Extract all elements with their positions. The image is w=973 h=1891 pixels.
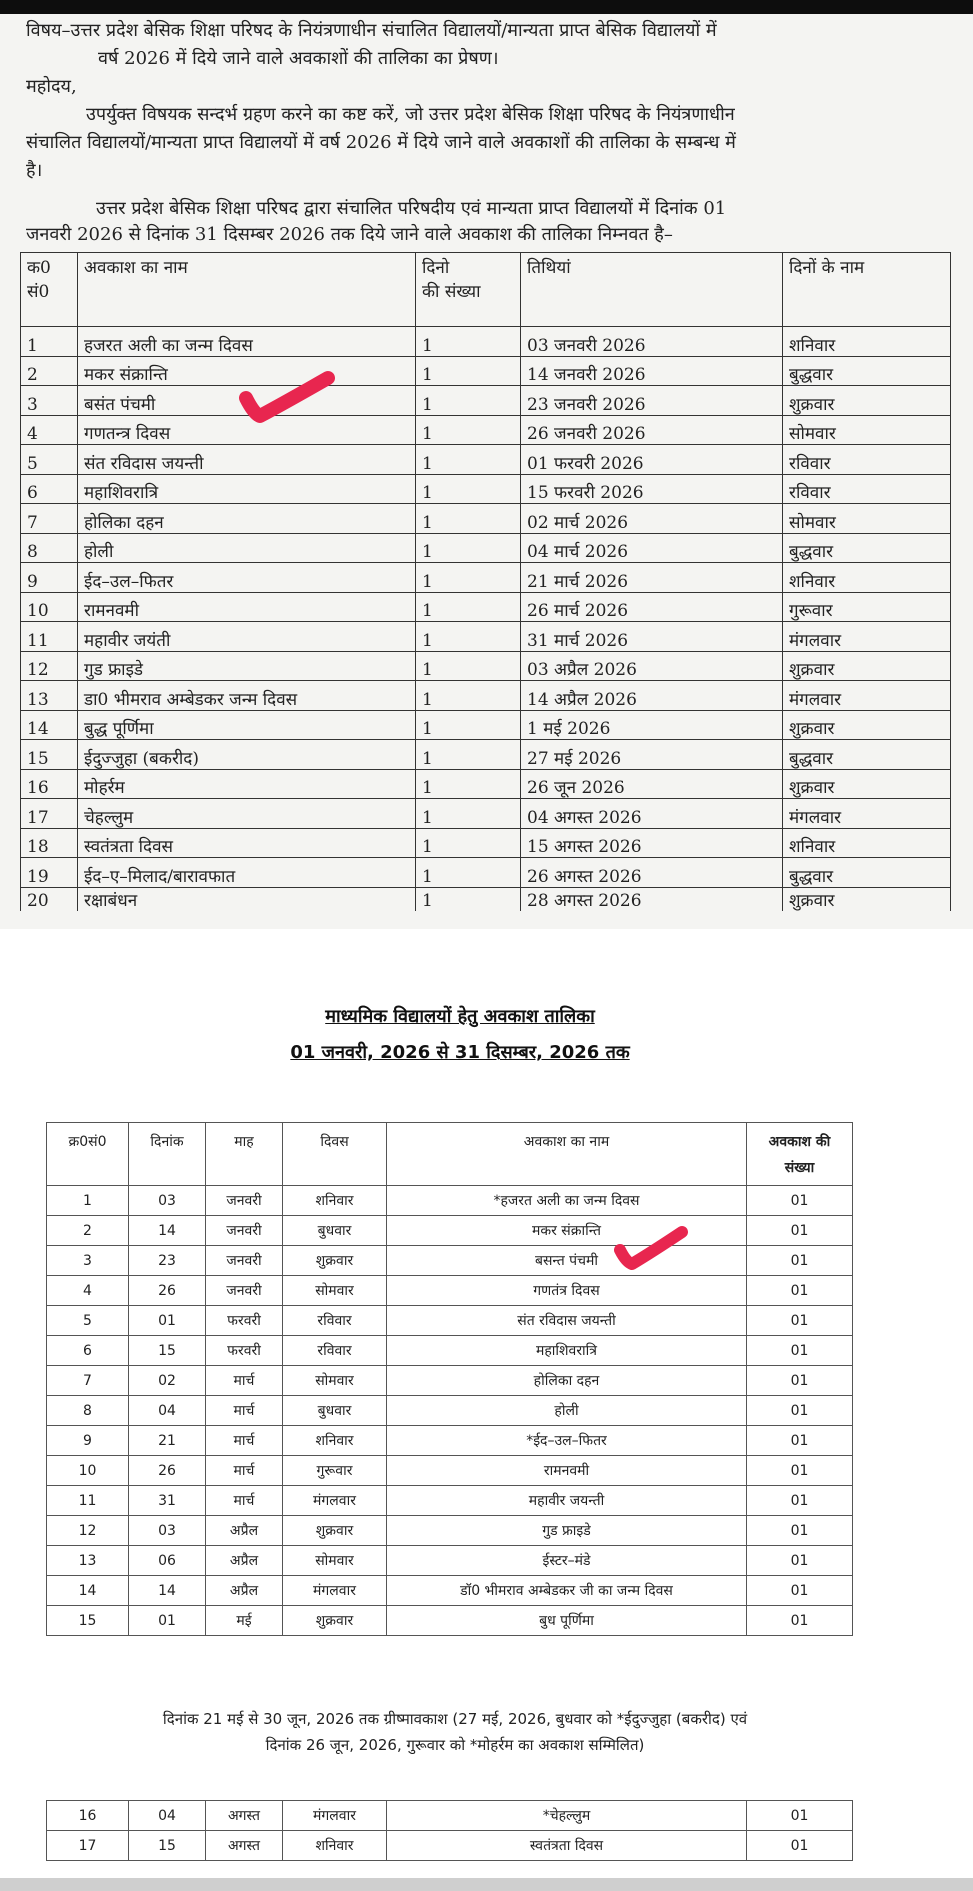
row-holiday-name: बुद्ध पूर्णिमा (78, 710, 416, 740)
row-month: जनवरी (206, 1246, 283, 1276)
row-day-name: मंगलवार (783, 799, 951, 829)
row-sno: 4 (21, 415, 78, 445)
letter-subject-line-1: विषय–उत्तर प्रदेश बेसिक शिक्षा परिषद के नियंत्रणाधीन संचालित विद्यालयों/मान्यता प्राप्त बेसिक विद्यालयों में (26, 20, 717, 41)
row-sno: 14 (21, 710, 78, 740)
top-dark-strip (0, 0, 973, 14)
row-sno: 4 (47, 1276, 129, 1306)
row-days-count: 1 (416, 828, 521, 858)
table-row (47, 1306, 853, 1336)
row-month: अगस्त (206, 1801, 283, 1831)
header-holiday-name: अवकाश का नाम (78, 253, 416, 327)
row-date: 03 (129, 1186, 206, 1216)
table-row (21, 445, 951, 475)
table-row (21, 533, 951, 563)
row-holiday-name: गणतंत्र दिवस (387, 1276, 747, 1306)
row-days-count: 1 (416, 563, 521, 593)
bottom-gray-strip (0, 1878, 973, 1891)
row-date: 1 मई 2026 (521, 710, 783, 740)
secondary-holiday-table-continued (46, 1800, 853, 1861)
table-row (47, 1276, 853, 1306)
row-month: मई (206, 1606, 283, 1636)
row-holiday-name: बसंत पंचमी (78, 386, 416, 416)
row-month: अप्रैल (206, 1576, 283, 1606)
row-count: 01 (747, 1546, 853, 1576)
row-sno: 18 (21, 828, 78, 858)
row-day-name: शनिवार (783, 327, 951, 357)
row-holiday-name: रक्षाबंधन (78, 887, 416, 911)
row-date: 01 (129, 1606, 206, 1636)
table-row (21, 504, 951, 534)
row-sno: 6 (21, 474, 78, 504)
row-date: 06 (129, 1546, 206, 1576)
row-sno: 8 (21, 533, 78, 563)
row-holiday-name: होली (78, 533, 416, 563)
row-day-name: मंगलवार (783, 622, 951, 652)
row-date: 15 फरवरी 2026 (521, 474, 783, 504)
note-line-1: दिनांक 21 मई से 30 जून, 2026 तक ग्रीष्मावकाश (27 मई, 2026, बुधवार को *ईदुज्जुहा (बकरीद) एवं (162, 1710, 748, 1728)
row-holiday-name: बसन्त पंचमी (387, 1246, 747, 1276)
row-day-name: शुक्रवार (783, 386, 951, 416)
row-weekday: मंगलवार (283, 1801, 387, 1831)
header-count-line2: संख्या (784, 1160, 815, 1176)
row-holiday-name: ईद–उल–फितर (78, 563, 416, 593)
table-row (21, 386, 951, 416)
table-row (21, 828, 951, 858)
row-month: जनवरी (206, 1276, 283, 1306)
row-holiday-name: मकर संक्रान्ति (78, 356, 416, 386)
row-month: मार्च (206, 1426, 283, 1456)
row-count: 01 (747, 1426, 853, 1456)
row-sno: 6 (47, 1336, 129, 1366)
table-row (47, 1606, 853, 1636)
row-weekday: शुक्रवार (283, 1246, 387, 1276)
row-count: 01 (747, 1831, 853, 1861)
secondary-table-header (47, 1123, 853, 1186)
row-holiday-name: *हजरत अली का जन्म दिवस (387, 1186, 747, 1216)
table-row (21, 769, 951, 799)
row-days-count: 1 (416, 651, 521, 681)
row-date: 03 (129, 1516, 206, 1546)
row-count: 01 (747, 1606, 853, 1636)
row-days-count: 1 (416, 887, 521, 911)
row-weekday: रविवार (283, 1336, 387, 1366)
row-date: 15 अगस्त 2026 (521, 828, 783, 858)
row-date: 26 (129, 1276, 206, 1306)
row-count: 01 (747, 1336, 853, 1366)
row-holiday-name: रामनवमी (78, 592, 416, 622)
row-holiday-name: मोहर्रम (78, 769, 416, 799)
row-weekday: सोमवार (283, 1546, 387, 1576)
row-month: जनवरी (206, 1216, 283, 1246)
summer-vacation-note (60, 1706, 850, 1758)
letter-para1-line-1: उपर्युक्त विषयक सन्दर्भ ग्रहण करने का कष्ट करें, जो उत्तर प्रदेश बेसिक शिक्षा परिषद के नियंत्रणाधीन (86, 104, 735, 125)
row-count: 01 (747, 1516, 853, 1546)
row-count: 01 (747, 1216, 853, 1246)
row-days-count: 1 (416, 386, 521, 416)
letter-subject-line-2: वर्ष 2026 में दिये जाने वाले अवकाशों की तालिका का प्रेषण। (98, 48, 499, 69)
row-date: 14 (129, 1576, 206, 1606)
row-date: 21 मार्च 2026 (521, 563, 783, 593)
row-days-count: 1 (416, 740, 521, 770)
table-row (47, 1216, 853, 1246)
table-row (21, 858, 951, 888)
row-count: 01 (747, 1276, 853, 1306)
row-month: अप्रैल (206, 1546, 283, 1576)
row-holiday-name: हजरत अली का जन्म दिवस (78, 327, 416, 357)
row-date: 26 जनवरी 2026 (521, 415, 783, 445)
row-sno: 10 (47, 1456, 129, 1486)
header-count (747, 1123, 853, 1186)
row-holiday-name: संत रविदास जयन्ती (78, 445, 416, 475)
row-sno: 3 (21, 386, 78, 416)
secondary-holiday-table (46, 1122, 853, 1636)
row-count: 01 (747, 1306, 853, 1336)
row-date: 31 मार्च 2026 (521, 622, 783, 652)
row-days-count: 1 (416, 415, 521, 445)
header-month: माह (206, 1123, 283, 1186)
row-day-name: मंगलवार (783, 681, 951, 711)
row-date: 04 अगस्त 2026 (521, 799, 783, 829)
row-weekday: शुक्रवार (283, 1606, 387, 1636)
table-row (47, 1396, 853, 1426)
table-row (21, 651, 951, 681)
row-month: फरवरी (206, 1306, 283, 1336)
row-holiday-name: ईद–ए–मिलाद/बारावफात (78, 858, 416, 888)
row-weekday: बुधवार (283, 1396, 387, 1426)
table-row (21, 356, 951, 386)
row-holiday-name: होलिका दहन (387, 1366, 747, 1396)
row-holiday-name: गुड फ्राइडे (78, 651, 416, 681)
note-line-2: दिनांक 26 जून, 2026, गुरूवार को *मोहर्रम का अवकाश सम्मिलित) (265, 1736, 645, 1754)
header-dates: तिथियां (521, 253, 783, 327)
row-weekday: सोमवार (283, 1366, 387, 1396)
table-row (21, 563, 951, 593)
red-tick-mark-icon (238, 370, 338, 426)
row-days-count: 1 (416, 445, 521, 475)
row-holiday-name: मकर संक्रान्ति (387, 1216, 747, 1246)
row-date: 14 जनवरी 2026 (521, 356, 783, 386)
row-date: 04 (129, 1801, 206, 1831)
row-sno: 11 (47, 1486, 129, 1516)
table-row (21, 592, 951, 622)
row-weekday: गुरूवार (283, 1456, 387, 1486)
row-sno: 15 (21, 740, 78, 770)
row-day-name: बुद्धवार (783, 533, 951, 563)
red-tick-mark-icon (612, 1222, 692, 1272)
table-row (47, 1336, 853, 1366)
letter-salutation: महोदय, (26, 76, 77, 97)
row-date: 26 मार्च 2026 (521, 592, 783, 622)
row-holiday-name: ईदुज्जुहा (बकरीद) (78, 740, 416, 770)
row-sno: 12 (21, 651, 78, 681)
row-day-name: बुद्धवार (783, 858, 951, 888)
row-day-name: सोमवार (783, 504, 951, 534)
row-sno: 17 (21, 799, 78, 829)
row-days-count: 1 (416, 858, 521, 888)
row-date: 14 (129, 1216, 206, 1246)
row-weekday: मंगलवार (283, 1576, 387, 1606)
table-row (47, 1366, 853, 1396)
table-row (21, 740, 951, 770)
row-holiday-name: संत रविदास जयन्ती (387, 1306, 747, 1336)
row-sno: 15 (47, 1606, 129, 1636)
row-month: मार्च (206, 1456, 283, 1486)
table-row (21, 681, 951, 711)
header-day-names: दिनों के नाम (783, 253, 951, 327)
row-holiday-name: होलिका दहन (78, 504, 416, 534)
row-sno: 7 (47, 1366, 129, 1396)
table-row (47, 1801, 853, 1831)
row-sno: 13 (47, 1546, 129, 1576)
row-month: मार्च (206, 1366, 283, 1396)
row-date: 23 जनवरी 2026 (521, 386, 783, 416)
row-days-count: 1 (416, 710, 521, 740)
row-date: 01 फरवरी 2026 (521, 445, 783, 475)
letter-para1-line-3: है। (26, 160, 43, 181)
row-date: 02 मार्च 2026 (521, 504, 783, 534)
row-holiday-name: बुध पूर्णिमा (387, 1606, 747, 1636)
row-day-name: रविवार (783, 445, 951, 475)
row-sno: 9 (21, 563, 78, 593)
row-weekday: सोमवार (283, 1276, 387, 1306)
row-holiday-name: स्वतंत्रता दिवस (78, 828, 416, 858)
letter-para1-line-2: संचालित विद्यालयों/मान्यता प्राप्त विद्यालयों में वर्ष 2026 में दिये जाने वाले अवकाशों की तालिका के सम्बन्ध में (26, 132, 736, 153)
row-count: 01 (747, 1396, 853, 1426)
secondary-title: माध्यमिक विद्यालयों हेतु अवकाश तालिका (325, 1006, 595, 1027)
header-sno: क्र0सं0 (47, 1123, 129, 1186)
row-sno: 16 (21, 769, 78, 799)
row-count: 01 (747, 1801, 853, 1831)
row-holiday-name: महाशिवरात्रि (387, 1336, 747, 1366)
row-date: 23 (129, 1246, 206, 1276)
header-days-line2: की संख्या (422, 282, 481, 302)
row-count: 01 (747, 1576, 853, 1606)
row-holiday-name: महाशिवरात्रि (78, 474, 416, 504)
row-day-name: शुक्रवार (783, 710, 951, 740)
row-weekday: मंगलवार (283, 1486, 387, 1516)
row-sno: 1 (21, 327, 78, 357)
row-sno: 19 (21, 858, 78, 888)
header-count-line1: अवकाश की (768, 1134, 831, 1150)
secondary-subtitle: 01 जनवरी, 2026 से 31 दिसम्बर, 2026 तक (290, 1042, 630, 1063)
row-days-count: 1 (416, 533, 521, 563)
row-holiday-name: *चेहल्लुम (387, 1801, 747, 1831)
row-holiday-name: चेहल्लुम (78, 799, 416, 829)
basic-table-header (21, 253, 951, 327)
row-date: 15 (129, 1336, 206, 1366)
row-holiday-name: महावीर जयन्ती (387, 1486, 747, 1516)
row-holiday-name: ईस्टर–मंडे (387, 1546, 747, 1576)
row-day-name: शनिवार (783, 563, 951, 593)
header-holiday-name: अवकाश का नाम (387, 1123, 747, 1186)
row-sno: 5 (21, 445, 78, 475)
row-sno: 13 (21, 681, 78, 711)
row-sno: 16 (47, 1801, 129, 1831)
header-sno-line1: क0 (27, 258, 51, 278)
row-weekday: बुधवार (283, 1216, 387, 1246)
row-days-count: 1 (416, 592, 521, 622)
row-day-name: शुक्रवार (783, 769, 951, 799)
table-row (47, 1576, 853, 1606)
row-date: 15 (129, 1831, 206, 1861)
table-row (47, 1186, 853, 1216)
row-date: 04 (129, 1396, 206, 1426)
row-sno: 5 (47, 1306, 129, 1336)
page-separator (0, 929, 973, 951)
row-month: अगस्त (206, 1831, 283, 1861)
basic-holiday-table (20, 252, 951, 911)
row-holiday-name: होली (387, 1396, 747, 1426)
row-days-count: 1 (416, 474, 521, 504)
row-count: 01 (747, 1186, 853, 1216)
row-count: 01 (747, 1246, 853, 1276)
row-date: 26 (129, 1456, 206, 1486)
row-days-count: 1 (416, 681, 521, 711)
row-date: 26 अगस्त 2026 (521, 858, 783, 888)
row-count: 01 (747, 1366, 853, 1396)
row-sno: 9 (47, 1426, 129, 1456)
row-holiday-name: डा0 भीमराव अम्बेडकर जन्म दिवस (78, 681, 416, 711)
row-sno: 14 (47, 1576, 129, 1606)
row-days-count: 1 (416, 799, 521, 829)
header-days-count (416, 253, 521, 327)
header-sno-line2: सं0 (27, 282, 50, 302)
row-day-name: शुक्रवार (783, 887, 951, 911)
row-day-name: सोमवार (783, 415, 951, 445)
row-sno: 3 (47, 1246, 129, 1276)
row-sno: 10 (21, 592, 78, 622)
row-sno: 2 (47, 1216, 129, 1246)
header-weekday: दिवस (283, 1123, 387, 1186)
row-date: 04 मार्च 2026 (521, 533, 783, 563)
row-month: जनवरी (206, 1186, 283, 1216)
row-holiday-name: *ईद–उल–फितर (387, 1426, 747, 1456)
table-row (21, 415, 951, 445)
table-row (21, 799, 951, 829)
row-day-name: रविवार (783, 474, 951, 504)
row-date: 26 जून 2026 (521, 769, 783, 799)
row-date: 14 अप्रैल 2026 (521, 681, 783, 711)
row-weekday: रविवार (283, 1306, 387, 1336)
row-holiday-name: महावीर जयंती (78, 622, 416, 652)
table-row (21, 887, 951, 911)
letter-para2-line-1: उत्तर प्रदेश बेसिक शिक्षा परिषद द्वारा संचालित परिषदीय एवं मान्यता प्राप्त विद्यालयों में दिनांक 01 (96, 198, 727, 219)
row-sno: 11 (21, 622, 78, 652)
row-day-name: शनिवार (783, 828, 951, 858)
row-date: 03 जनवरी 2026 (521, 327, 783, 357)
row-date: 21 (129, 1426, 206, 1456)
row-date: 03 अप्रैल 2026 (521, 651, 783, 681)
table-row (47, 1486, 853, 1516)
row-holiday-name: स्वतंत्रता दिवस (387, 1831, 747, 1861)
header-days-line1: दिनो (422, 258, 450, 278)
table-row (21, 710, 951, 740)
row-holiday-name: रामनवमी (387, 1456, 747, 1486)
row-count: 01 (747, 1486, 853, 1516)
row-days-count: 1 (416, 356, 521, 386)
row-weekday: शनिवार (283, 1186, 387, 1216)
table-row (47, 1426, 853, 1456)
row-weekday: शनिवार (283, 1426, 387, 1456)
row-month: मार्च (206, 1396, 283, 1426)
row-date: 28 अगस्त 2026 (521, 887, 783, 911)
row-date: 31 (129, 1486, 206, 1516)
row-day-name: गुरूवार (783, 592, 951, 622)
row-sno: 12 (47, 1516, 129, 1546)
row-days-count: 1 (416, 504, 521, 534)
row-days-count: 1 (416, 327, 521, 357)
row-weekday: शनिवार (283, 1831, 387, 1861)
row-date: 27 मई 2026 (521, 740, 783, 770)
table-row (21, 327, 951, 357)
row-day-name: बुद्धवार (783, 740, 951, 770)
row-holiday-name: डॉ0 भीमराव अम्बेडकर जी का जन्म दिवस (387, 1576, 747, 1606)
row-day-name: शुक्रवार (783, 651, 951, 681)
table-row (21, 474, 951, 504)
row-month: अप्रैल (206, 1516, 283, 1546)
row-holiday-name: गुड फ्राइडे (387, 1516, 747, 1546)
table-row (21, 622, 951, 652)
row-count: 01 (747, 1456, 853, 1486)
table-row (47, 1516, 853, 1546)
table-row (47, 1246, 853, 1276)
row-day-name: बुद्धवार (783, 356, 951, 386)
row-holiday-name: गणतन्त्र दिवस (78, 415, 416, 445)
letter-para2-line-2: जनवरी 2026 से दिनांक 31 दिसम्बर 2026 तक दिये जाने वाले अवकाश की तालिका निम्नवत है– (26, 224, 673, 245)
header-date: दिनांक (129, 1123, 206, 1186)
row-sno: 2 (21, 356, 78, 386)
row-month: फरवरी (206, 1336, 283, 1366)
row-days-count: 1 (416, 622, 521, 652)
row-sno: 8 (47, 1396, 129, 1426)
row-sno: 1 (47, 1186, 129, 1216)
header-sno (21, 253, 78, 327)
table-row (47, 1546, 853, 1576)
row-weekday: शुक्रवार (283, 1516, 387, 1546)
row-sno: 17 (47, 1831, 129, 1861)
row-sno: 7 (21, 504, 78, 534)
table-row (47, 1456, 853, 1486)
row-sno: 20 (21, 887, 78, 911)
row-date: 02 (129, 1366, 206, 1396)
row-date: 01 (129, 1306, 206, 1336)
row-month: मार्च (206, 1486, 283, 1516)
table-row (47, 1831, 853, 1861)
row-days-count: 1 (416, 769, 521, 799)
